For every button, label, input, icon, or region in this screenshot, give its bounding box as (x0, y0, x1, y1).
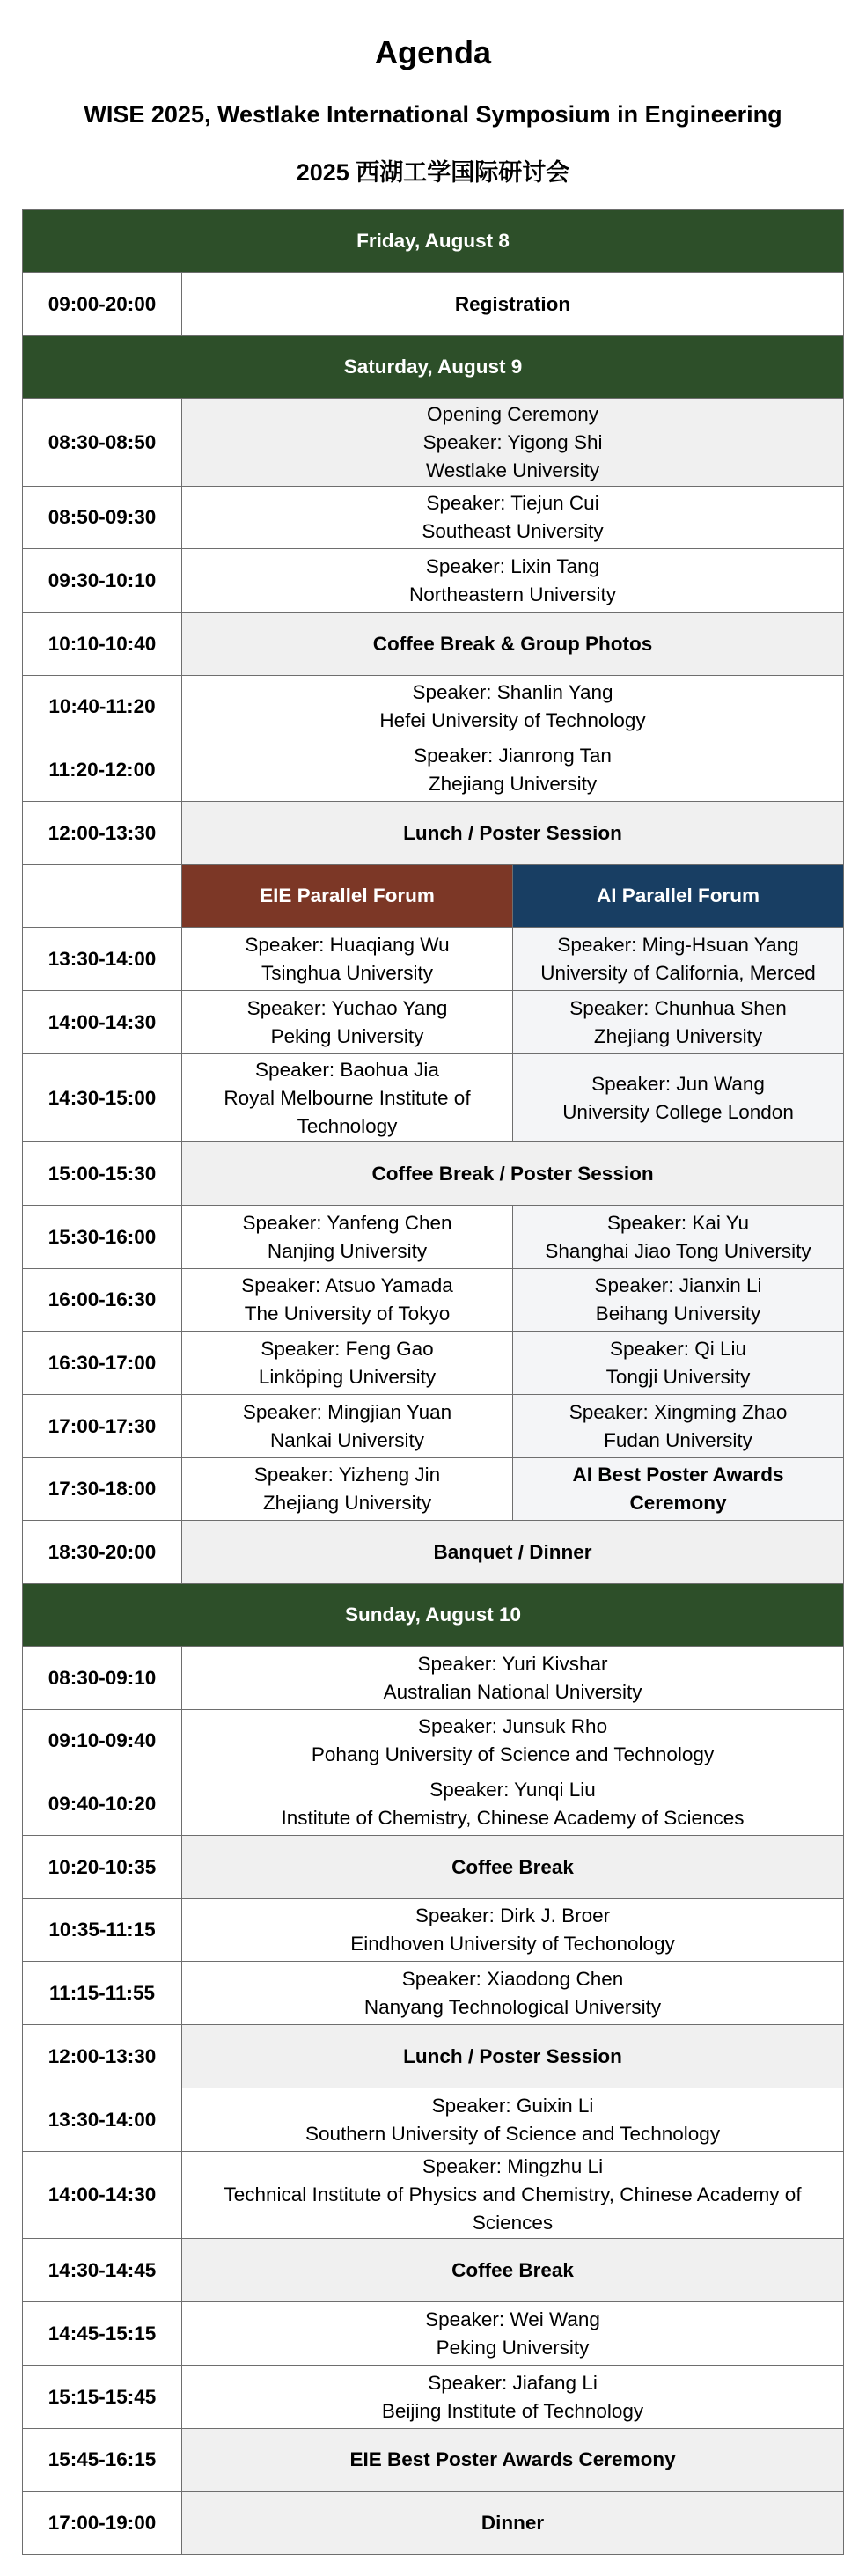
table-row (23, 1772, 844, 1836)
time-cell: 13:30-14:00 (23, 928, 182, 991)
day-header-row (23, 1584, 844, 1647)
ai-session-cell (513, 928, 844, 991)
event-title: Opening Ceremony (426, 402, 599, 425)
speaker-affiliation: Westlake University (425, 459, 600, 481)
table-row (23, 1054, 844, 1142)
speaker-name: Speaker: Jun Wang (591, 1072, 765, 1095)
forum-header-row (23, 865, 844, 928)
event-cell: Registration (182, 273, 844, 336)
speaker-affiliation: Beihang University (595, 1303, 761, 1325)
speaker-affiliation: Zhejiang University (262, 1492, 432, 1514)
session-cell (182, 1647, 844, 1710)
session-cell (182, 1899, 844, 1962)
session-cell (182, 1962, 844, 2025)
event-cell: Coffee Break / Poster Session (182, 1142, 844, 1206)
speaker-affiliation: Hefei University of Technology (379, 709, 646, 731)
event-title-cont: Ceremony (629, 1492, 727, 1514)
event-cell: Coffee Break (182, 1836, 844, 1899)
ai-event-cell (513, 1458, 844, 1521)
speaker-name: Speaker: Yanfeng Chen (242, 1211, 452, 1234)
table-row (23, 1142, 844, 1206)
table-row (23, 1458, 844, 1521)
speaker-name: Speaker: Junsuk Rho (417, 1715, 608, 1737)
table-row (23, 1269, 844, 1332)
speaker-name: Speaker: Yunqi Liu (429, 1778, 596, 1801)
speaker-affiliation: Southeast University (422, 520, 604, 542)
speaker-affiliation: Institute of Chemistry, Chinese Academy of Sciences (281, 1806, 745, 1829)
eie-session-cell (182, 1332, 513, 1395)
session-cell (182, 676, 844, 738)
speaker-name: Speaker: Dirk J. Broer (415, 1904, 611, 1926)
time-cell: 09:30-10:10 (23, 549, 182, 613)
speaker-name: Speaker: Wei Wang (425, 2308, 600, 2330)
speaker-affiliation-cont: Technology (297, 1114, 398, 1137)
time-cell: 08:30-09:10 (23, 1647, 182, 1710)
speaker-name: Speaker: Yuri Kivshar (417, 1652, 608, 1675)
page-title: Agenda (374, 34, 491, 70)
time-cell: 14:30-15:00 (23, 1054, 182, 1142)
table-row (23, 273, 844, 336)
time-cell: 12:00-13:30 (23, 802, 182, 865)
ai-session-cell (513, 1269, 844, 1332)
blank-cell (23, 865, 182, 928)
table-row (23, 399, 844, 487)
session-cell (182, 2302, 844, 2366)
event-cell: Lunch / Poster Session (182, 802, 844, 865)
time-cell: 11:20-12:00 (23, 738, 182, 802)
table-row (23, 613, 844, 676)
table-row (23, 2492, 844, 2555)
time-cell: 11:15-11:55 (23, 1962, 182, 2025)
speaker-name: Speaker: Mingjian Yuan (242, 1400, 452, 1423)
speaker-affiliation: Eindhoven University of Techonology (350, 1933, 675, 1955)
eie-session-cell (182, 1395, 513, 1458)
time-cell: 15:00-15:30 (23, 1142, 182, 1206)
event-cell: Banquet / Dinner (182, 1521, 844, 1584)
speaker-name: Speaker: Atsuo Yamada (241, 1274, 453, 1296)
time-cell: 14:45-15:15 (23, 2302, 182, 2366)
eie-session-cell (182, 1458, 513, 1521)
time-cell: 09:00-20:00 (23, 273, 182, 336)
time-cell: 09:10-09:40 (23, 1710, 182, 1772)
agenda-table (22, 209, 844, 2555)
time-cell: 16:30-17:00 (23, 1332, 182, 1395)
eie-session-cell (182, 1206, 513, 1269)
event-cell: EIE Best Poster Awards Ceremony (182, 2429, 844, 2492)
speaker-name: Speaker: Huaqiang Wu (245, 933, 450, 956)
time-cell: 17:00-17:30 (23, 1395, 182, 1458)
speaker-name: Speaker: Feng Gao (261, 1337, 434, 1360)
table-row (23, 1206, 844, 1269)
table-row (23, 1521, 844, 1584)
table-row (23, 487, 844, 549)
eie-forum-header: EIE Parallel Forum (182, 865, 513, 928)
table-row (23, 2025, 844, 2088)
speaker-name: Speaker: Yigong Shi (422, 430, 603, 453)
table-row (23, 1332, 844, 1395)
session-cell (182, 2088, 844, 2152)
day-header-row (23, 210, 844, 273)
table-row (23, 1395, 844, 1458)
time-cell: 15:30-16:00 (23, 1206, 182, 1269)
table-row (23, 676, 844, 738)
speaker-name: Speaker: Baohua Jia (255, 1058, 439, 1081)
speaker-affiliation: Linköping University (258, 1365, 437, 1388)
speaker-affiliation: Zhejiang University (593, 1024, 763, 1047)
symposium-title: WISE 2025, Westlake International Symposium in Engineering (84, 101, 782, 128)
table-row (23, 991, 844, 1054)
time-cell: 13:30-14:00 (23, 2088, 182, 2152)
table-row (23, 2366, 844, 2429)
time-cell: 15:15-15:45 (23, 2366, 182, 2429)
speaker-affiliation: Tsinghua University (261, 961, 434, 984)
speaker-affiliation: Shanghai Jiao Tong University (545, 1239, 811, 1262)
session-cell (182, 2366, 844, 2429)
speaker-affiliation: Royal Melbourne Institute of (224, 1086, 471, 1109)
day-header-row (23, 336, 844, 399)
speaker-affiliation: Tongji University (605, 1365, 751, 1388)
ai-forum-header: AI Parallel Forum (513, 865, 844, 928)
ai-session-cell (513, 1332, 844, 1395)
speaker-affiliation: Technical Institute of Physics and Chemistry, Chinese Academy of (224, 2183, 802, 2205)
table-row (23, 2302, 844, 2366)
speaker-name: Speaker: Qi Liu (609, 1337, 747, 1360)
day-sunday: Sunday, August 10 (23, 1584, 844, 1647)
speaker-affiliation: Pohang University of Science and Technology (311, 1743, 715, 1765)
table-row (23, 549, 844, 613)
symposium-title-chinese: 2025 西湖工学国际研讨会 (296, 159, 570, 186)
table-row (23, 2429, 844, 2492)
speaker-affiliation: Nanyang Technological University (363, 1995, 662, 2018)
time-cell: 09:40-10:20 (23, 1772, 182, 1836)
speaker-name: Speaker: Jianrong Tan (414, 744, 612, 767)
agenda-header (0, 0, 866, 190)
eie-session-cell (182, 1269, 513, 1332)
event-cell: Coffee Break & Group Photos (182, 613, 844, 676)
time-cell: 14:00-14:30 (23, 2152, 182, 2239)
speaker-name: Speaker: Jianxin Li (594, 1274, 762, 1296)
speaker-name: Speaker: Yuchao Yang (246, 996, 448, 1019)
table-row (23, 1899, 844, 1962)
table-row (23, 2152, 844, 2239)
session-cell (182, 738, 844, 802)
speaker-affiliation: Southern University of Science and Technology (305, 2122, 721, 2145)
ai-session-cell (513, 991, 844, 1054)
table-row (23, 738, 844, 802)
speaker-affiliation: Australian National University (383, 1680, 642, 1703)
time-cell: 17:30-18:00 (23, 1458, 182, 1521)
time-cell: 10:35-11:15 (23, 1899, 182, 1962)
table-row (23, 1710, 844, 1772)
session-cell (182, 487, 844, 549)
speaker-name: Speaker: Ming-Hsuan Yang (557, 933, 799, 956)
event-cell: Lunch / Poster Session (182, 2025, 844, 2088)
speaker-affiliation: Fudan University (604, 1428, 752, 1451)
speaker-name: Speaker: Shanlin Yang (412, 681, 613, 703)
speaker-affiliation-cont: Sciences (472, 2212, 554, 2234)
speaker-name: Speaker: Xiaodong Chen (401, 1967, 624, 1990)
session-cell (182, 399, 844, 487)
event-cell: Coffee Break (182, 2239, 844, 2302)
table-row (23, 1647, 844, 1710)
table-row (23, 2239, 844, 2302)
time-cell: 08:30-08:50 (23, 399, 182, 487)
speaker-affiliation: University of California, Merced (540, 961, 816, 984)
speaker-name: Speaker: Xingming Zhao (569, 1400, 788, 1423)
day-saturday: Saturday, August 9 (23, 336, 844, 399)
ai-session-cell (513, 1054, 844, 1142)
time-cell: 10:20-10:35 (23, 1836, 182, 1899)
speaker-name: Speaker: Tiejun Cui (426, 492, 599, 514)
time-cell: 12:00-13:30 (23, 2025, 182, 2088)
session-cell (182, 1710, 844, 1772)
speaker-affiliation: The University of Tokyo (244, 1303, 451, 1325)
speaker-affiliation: Zhejiang University (428, 772, 598, 795)
time-cell: 10:10-10:40 (23, 613, 182, 676)
time-cell: 16:00-16:30 (23, 1269, 182, 1332)
session-cell (182, 549, 844, 613)
speaker-name: Speaker: Jiafang Li (428, 2371, 598, 2394)
speaker-affiliation: University College London (562, 1100, 794, 1123)
speaker-name: Speaker: Kai Yu (607, 1211, 749, 1234)
speaker-affiliation: Northeastern University (408, 583, 617, 605)
time-cell: 17:00-19:00 (23, 2492, 182, 2555)
time-cell: 14:30-14:45 (23, 2239, 182, 2302)
session-cell (182, 1772, 844, 1836)
time-cell: 08:50-09:30 (23, 487, 182, 549)
time-cell: 18:30-20:00 (23, 1521, 182, 1584)
speaker-affiliation: Beijing Institute of Technology (381, 2399, 644, 2422)
ai-session-cell (513, 1395, 844, 1458)
speaker-name: Speaker: Lixin Tang (425, 554, 600, 577)
speaker-name: Speaker: Mingzhu Li (422, 2155, 604, 2177)
speaker-name: Speaker: Chunhua Shen (569, 996, 787, 1019)
speaker-affiliation: Peking University (436, 2336, 590, 2359)
speaker-name: Speaker: Guixin Li (431, 2094, 594, 2117)
event-title: AI Best Poster Awards (572, 1464, 784, 1486)
time-cell: 14:00-14:30 (23, 991, 182, 1054)
event-cell: Dinner (182, 2492, 844, 2555)
speaker-affiliation: Peking University (270, 1024, 424, 1047)
eie-session-cell (182, 1054, 513, 1142)
table-row (23, 1836, 844, 1899)
speaker-affiliation: Nankai University (269, 1428, 425, 1451)
table-row (23, 1962, 844, 2025)
time-cell: 10:40-11:20 (23, 676, 182, 738)
eie-session-cell (182, 928, 513, 991)
speaker-affiliation: Nanjing University (267, 1239, 428, 1262)
session-cell (182, 2152, 844, 2239)
table-row (23, 928, 844, 991)
time-cell: 15:45-16:15 (23, 2429, 182, 2492)
table-row (23, 802, 844, 865)
ai-session-cell (513, 1206, 844, 1269)
speaker-name: Speaker: Yizheng Jin (253, 1464, 441, 1486)
table-row (23, 2088, 844, 2152)
day-friday: Friday, August 8 (23, 210, 844, 273)
eie-session-cell (182, 991, 513, 1054)
